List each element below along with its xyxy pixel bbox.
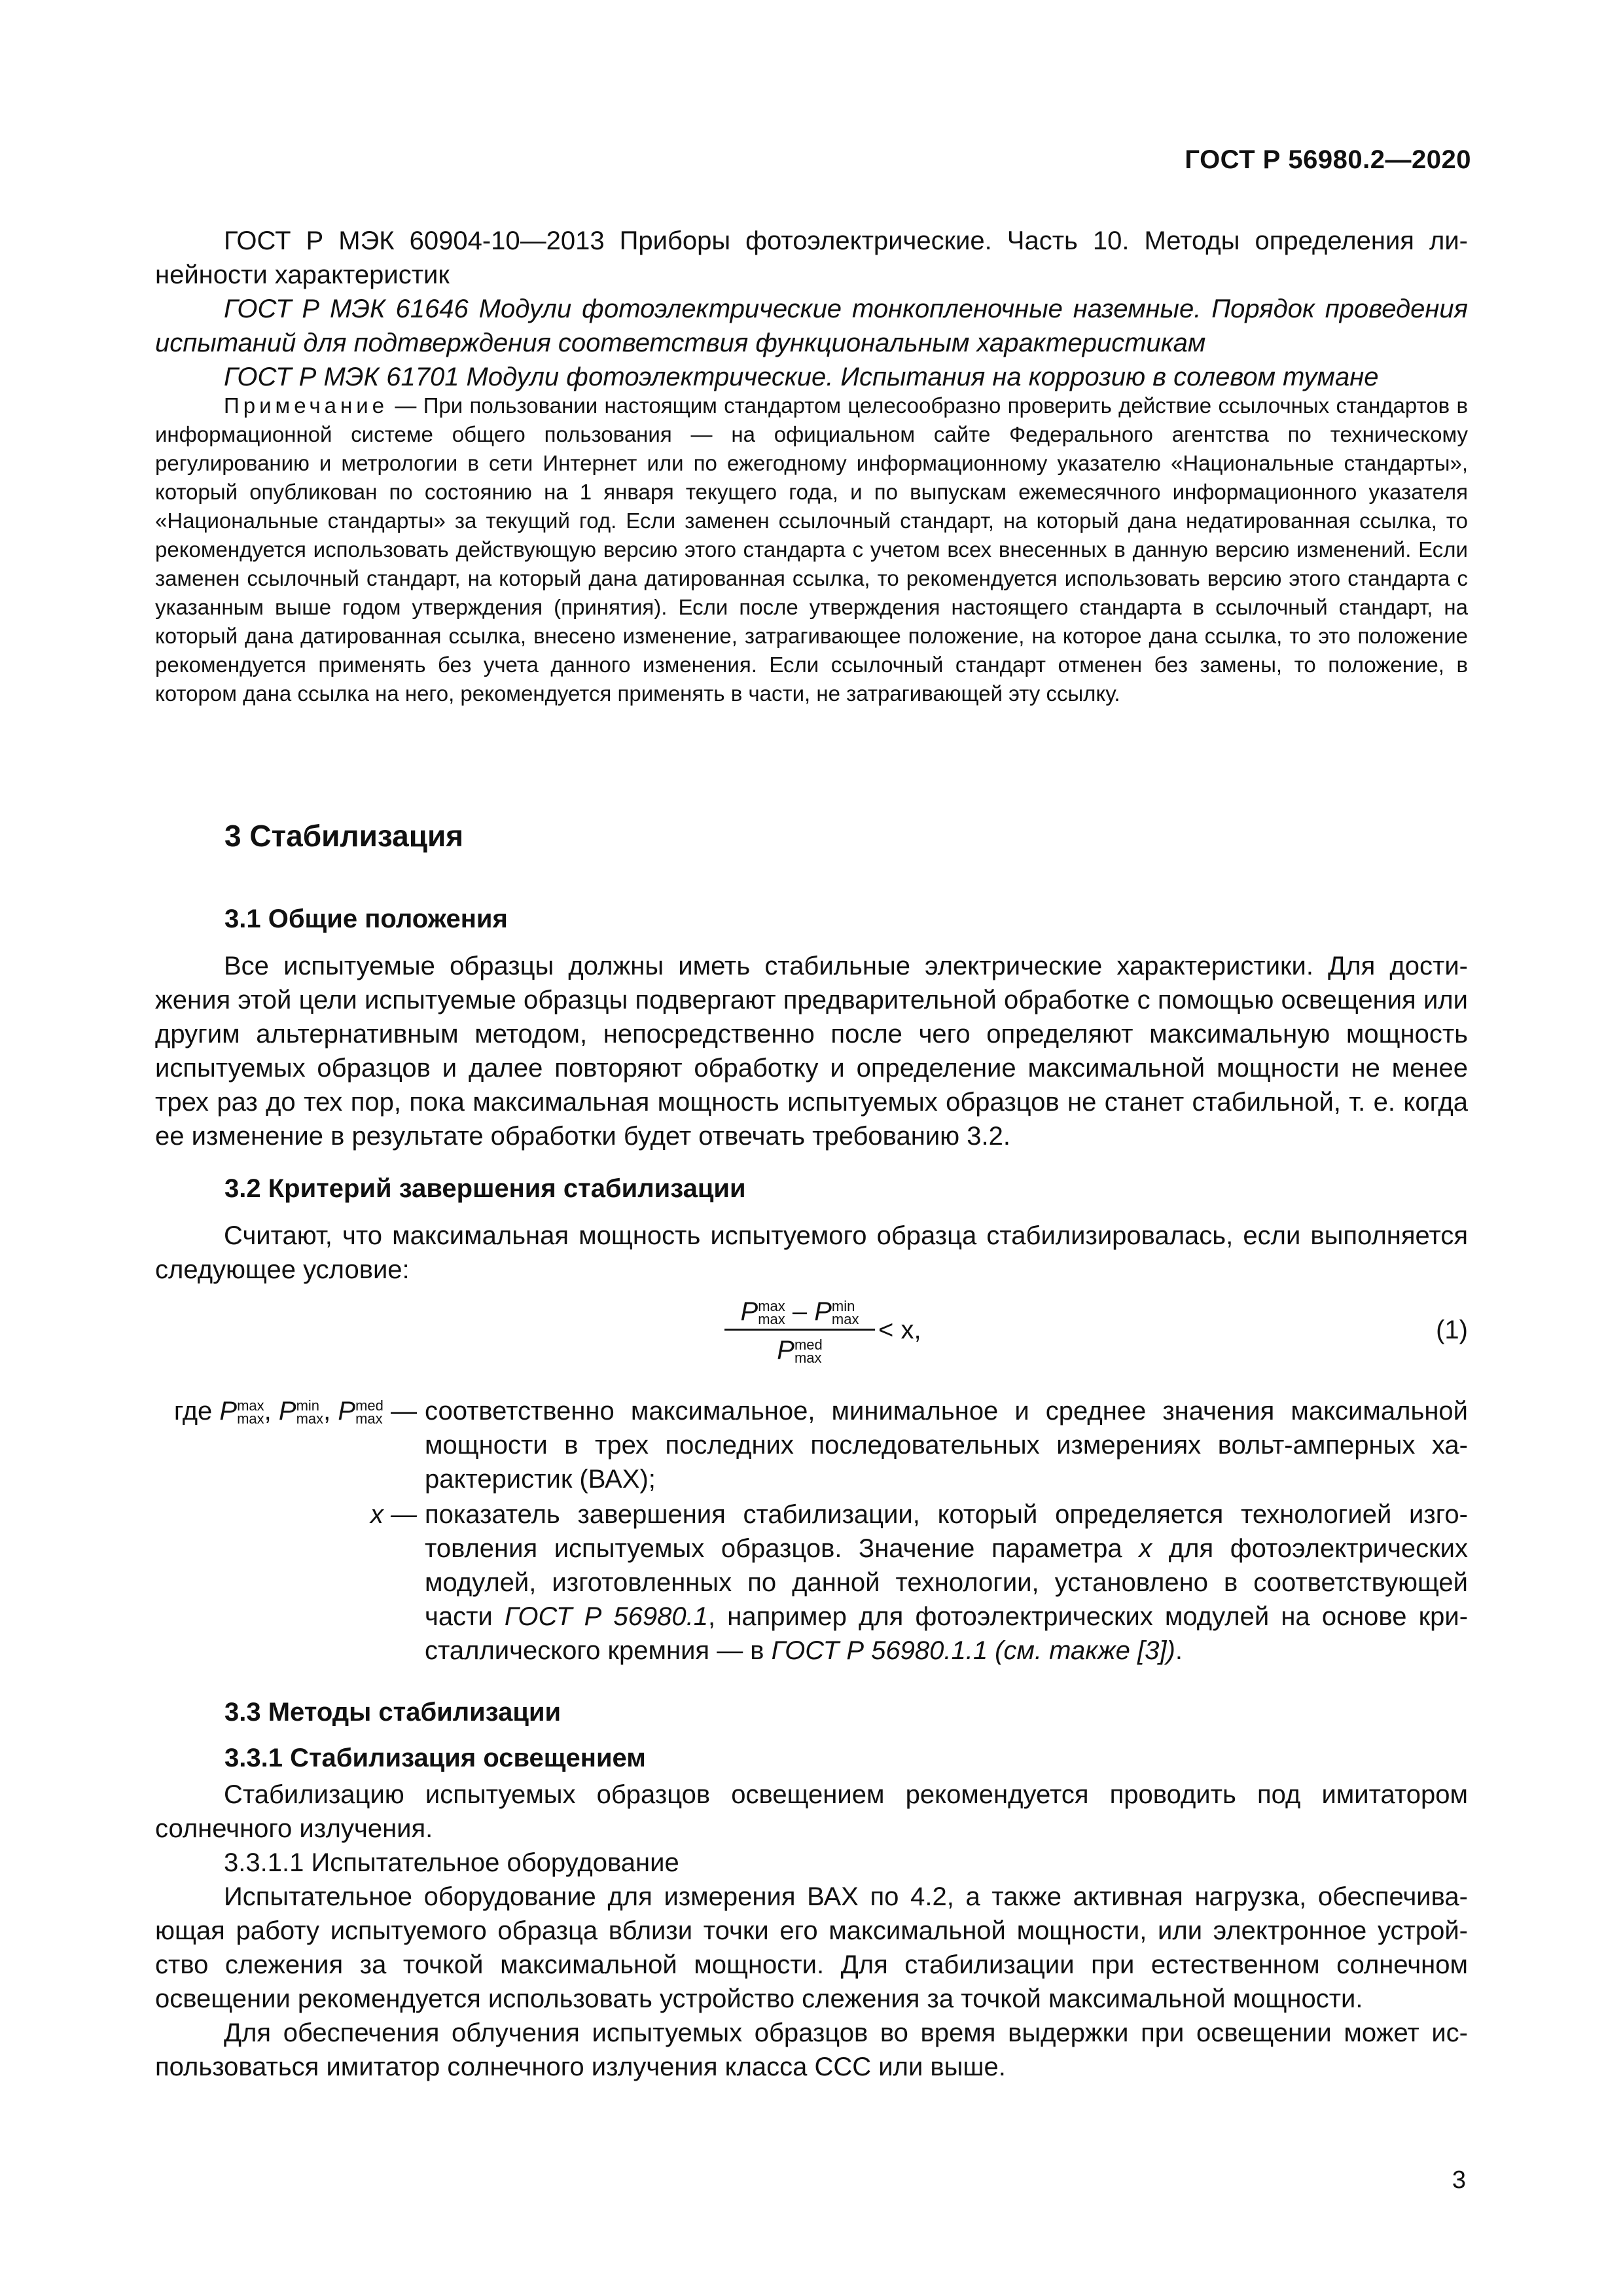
fraction-bar [724,1329,875,1331]
subsection-title: 3.3.1 Стабилизация освещением [224,1744,646,1772]
subsection-title: 3.2 Критерий завершения стабилизации [224,1174,746,1203]
paragraph-text: Стабилизацию испытуемых образцов освещением рекомендуется проводить под имитатором солнечного излучения. [155,1780,1468,1843]
paragraph [155,949,1468,1153]
references-list [155,224,1468,394]
subsection-title: 3.1 Общие положения [224,905,508,933]
formula-denominator: Pmed max [777,1336,823,1367]
paragraph-text: Для обеспечения облучения испытуемых образцов во время выдержки при освещении может использоваться имитатор солнечного излучения класса ССС или выше. [155,2018,1468,2081]
legend-term: где Pmax max, Pmin max, Pmed max — [173,1397,417,1427]
formula-condition: < x, [878,1316,921,1344]
equation-number: (1) [1436,1316,1468,1344]
paragraph-text: Испытательное оборудование для измерения ВАХ по 4.2, а также активная нагрузка, обеспечивающая работу испытуемого образца вблизи точки его максимальной мощности, или электронное устройство слежения за точкой максимальной мощности. Для стабилизации при естественном солнечном освещении рекомендуется использовать устройство слежения за точкой максимальной мощности. [155,1882,1468,2013]
legend-term: x — [370,1500,417,1529]
formula-numerator: Pmax max – Pmin max [740,1297,859,1328]
page-number: 3 [1452,2166,1466,2194]
paragraph-text: Все испытуемые образцы должны иметь стабильные электрические характеристики. Для достижения этой цели испытуемые образцы подвергают предварительной обработке с помощью освещения или другим альтернативным методом, непосредственно после чего определяют максимальную мощность испытуемых образцов и далее повторяют обработку и определение максимальной мощности не менее трех раз до тех пор, пока максимальная мощность испытуемых образцов не станет стабильной, т. е. когда ее изменение в результате обработки будет отвечать требованию 3.2. [155,952,1468,1151]
paragraph [155,1219,1468,1287]
paragraph-text: Считают, что максимальная мощность испытуемого образца стабилизировалась, если выполняется следующее условие: [155,1221,1468,1284]
formula-fraction [724,1296,875,1366]
note-label: Примечание [224,393,389,418]
reference-item: ГОСТ Р МЭК 61701 Модули фотоэлектрические. Испытания на коррозию в солевом тумане [224,363,1379,391]
legend-definition: показатель завершения стабилизации, который определяется технологией изготовления испытуемых образцов. Значение параметра x для фотоэлектрических модулей, изготовленных по данной технологии, установлено в соответствующей части ГОСТ Р 56980.1, например для фотоэлектрических модулей на основе кристаллического кремния — в ГОСТ Р 56980.1.1 (см. также [3]). [425,1500,1469,1665]
section-title: 3 Стабилизация [224,819,464,853]
subsection-title: 3.3 Методы стабилизации [224,1698,562,1727]
document-header: ГОСТ Р 56980.2—2020 [1185,145,1471,174]
paragraph-heading: 3.3.1.1 Испытательное оборудование [224,1848,679,1877]
paragraph [155,1778,1468,2084]
note-block [155,391,1468,708]
legend-definition: соответственно максимальное, минимальное и среднее значения максимальной мощности в трех последних последовательных измерениях вольт-амперных характеристик (ВАХ); [425,1397,1468,1494]
reference-item: ГОСТ Р МЭК 61646 Модули фотоэлектрические тонкопленочные наземные. Порядок проведения испытаний для подтверждения соответствия функциональным характеристикам [155,295,1468,357]
formula [155,1296,1468,1374]
reference-item: ГОСТ Р МЭК 60904-10—2013 Приборы фотоэлектрические. Часть 10. Методы определения линейности характеристик [155,226,1468,289]
note-text: — При пользовании настоящим стандартом целесообразно проверить действие ссылочных стандартов в информационной системе общего пользования — на официальном сайте Федерального агентства по техническому регулированию и метрологии в сети Интернет или по ежегодному информационному указателю «Национальные стандарты», который опубликован по состоянию на 1 января текущего года, и по выпускам ежемесячного информационного указателя «Национальные стандарты» за текущий год. Если заменен ссылочный стандарт, на который дана недатированная ссылка, то рекомендуется использовать действующую версию этого стандарта с учетом всех внесенных в данную версию изменений. Если заменен ссылочный стандарт, на который дана датированная ссылка, то рекомендуется использовать версию этого стандарта с указанным выше годом утверждения (принятия). Если после утверждения настоящего стандарта в ссылочный стандарт, на который дана датированная ссылка, внесено изменение, затрагивающее положение, на которое дана ссылка, то это положение рекомендуется применять без учета данного изменения. Если ссылочный стандарт отменен без замены, то положение, в котором дана ссылка на него, рекомендуется применять в части, не затрагивающей эту ссылку. [155,393,1468,706]
